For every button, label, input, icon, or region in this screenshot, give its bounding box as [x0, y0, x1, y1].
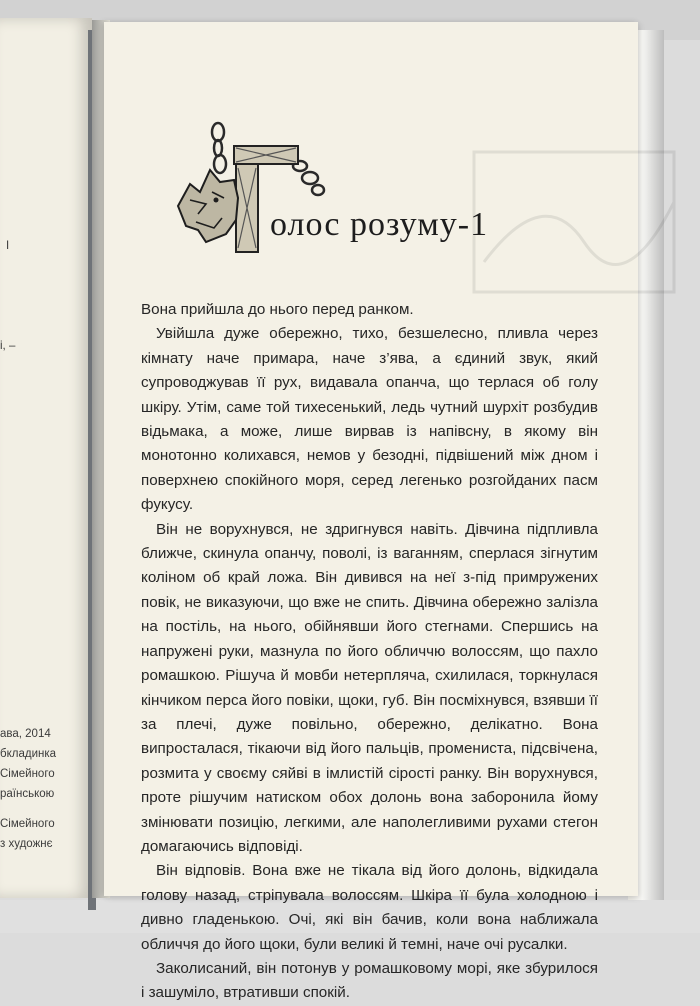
left-page-fragment: бкладинка	[0, 748, 57, 760]
paragraph: Вона прийшла до нього перед ранком.	[141, 301, 414, 318]
wolf-head-icon	[178, 170, 238, 242]
left-page-fragment: і, –	[0, 340, 16, 352]
paragraph: Він відповів. Вона вже не тікала від його долонь, відкидала голову назад, стріпувала волоссям. Шкіра її була холодною і дивно гладенькою. Очі, які він бачив, коли вона наближала обличчя до його щоки, були великі й темні, наче очі русалки.	[141, 862, 598, 953]
page-body-text	[141, 298, 598, 1006]
left-page-fragment: Сімейного	[0, 768, 55, 780]
left-page-fragment: з художнє	[0, 838, 53, 850]
left-page	[0, 18, 92, 898]
left-page-fragment: ава, 2014	[0, 728, 51, 740]
paragraph: Він не ворухнувся, не здригнувся навіть. Дівчина підпливла ближче, скинула опанчу, поволі, із ваганням, сперлася зігнутим коліном об край ложа. Він дивився на неї з-під примружених повік, не виказуючи, що вже не спить. Дівчина обережно залізла на постіль, на нього, обійнявши його стегнами. Спершись на напружені руки, мазнула по його обличчю волоссям, що пахло ромашкою. Рішуча й мовби нетерпляча, схилилася, торкнулася кінчиком перса його повіки, щоки, губ. Він посміхнувся, взявши її за плечі, дуже повільно, обережно, делікатно. Вона випросталася, тікаючи від його пальців, промениста, підсвічена, розмита у своєму сяйві в імлистій сірості ранку. Він ворухнувся, проте рішучим натиском обох долонь вона заборонила йому змінювати позицію, легкими, але наполегливими рухами стегон домагаючись відповіді.	[141, 520, 598, 855]
paragraph: Увійшла дуже обережно, тихо, безшелесно, пливла через кімнату наче примара, наче з’ява, а єдиний звук, який супроводжував її рух, видавала опанча, що терлася об голу шкіру. Утім, саме той тихесенький, ледь чутний шурхіт розбудив відьмака, а може, лише вирвав із напівсну, в якому він монотонно колихався, немов у безодні, підвішений між дном і поверхнею спокійного моря, серед легенько розгойданих пасм фукусу.	[141, 325, 598, 514]
left-page-fragment: раїнською	[0, 788, 55, 800]
left-page-fragment: Сімейного	[0, 818, 55, 830]
show-through-illustration	[464, 142, 694, 302]
chapter-title: олос розуму-1	[270, 206, 489, 243]
left-page-fragment: І	[6, 240, 10, 252]
paragraph: Заколисаний, він потонув у ромашковому морі, яке збурилося і зашуміло, втративши спокій.	[141, 959, 598, 1002]
